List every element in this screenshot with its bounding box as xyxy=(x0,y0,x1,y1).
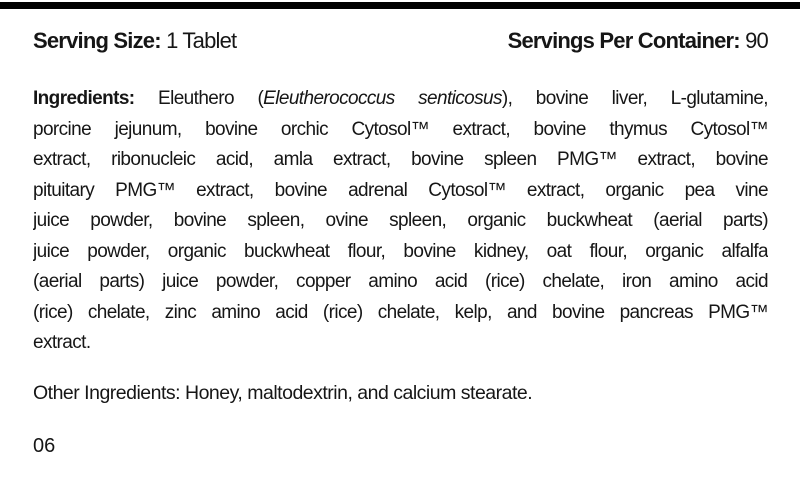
top-rule xyxy=(0,2,800,9)
ingredients-line: extract, ribonucleic acid, amla extract, bovine spleen PMG™ extract, bovine xyxy=(33,149,768,170)
ingredients-line: (aerial parts) juice powder, copper amino acid (rice) chelate, iron amino acid xyxy=(33,271,768,292)
ingredients-latin-name: Eleutherococcus senticosus xyxy=(263,88,502,109)
serving-size-value: 1 Tablet xyxy=(160,28,237,53)
ingredients-line xyxy=(33,84,768,115)
serving-size xyxy=(33,28,236,54)
servings-per-container-label: Servings Per Container: xyxy=(507,28,740,53)
servings-per-container xyxy=(508,28,768,54)
ingredients-line1-pre: Eleuthero ( xyxy=(134,88,264,109)
ingredients-line: (rice) chelate, zinc amino acid (rice) chelate, kelp, and bovine pancreas PMG™ xyxy=(33,301,768,323)
page-number: 06 xyxy=(33,434,56,457)
servings-per-container-value: 90 xyxy=(739,28,768,53)
ingredients-line: juice powder, bovine spleen, ovine spleen, organic buckwheat (aerial parts) xyxy=(33,210,768,231)
other-ingredients: Other Ingredients: Honey, maltodextrin, and calcium stearate. xyxy=(33,381,533,404)
ingredients-heading: Ingredients: xyxy=(33,88,135,109)
ingredients-line: porcine jejunum, bovine orchic Cytosol™ extract, bovine thymus Cytosol™ xyxy=(33,118,768,140)
ingredients-line-last: extract. xyxy=(33,332,91,353)
ingredients-line1-post: ), bovine liver, L-glutamine, xyxy=(501,88,768,109)
serving-size-label: Serving Size: xyxy=(33,28,161,53)
serving-info-row xyxy=(33,28,768,54)
ingredients-paragraph xyxy=(33,84,768,359)
ingredients-line: pituitary PMG™ extract, bovine adrenal Cytosol™ extract, organic pea vine xyxy=(33,179,768,201)
ingredients-line: juice powder, organic buckwheat flour, bovine kidney, oat flour, organic alfalfa xyxy=(33,240,768,262)
